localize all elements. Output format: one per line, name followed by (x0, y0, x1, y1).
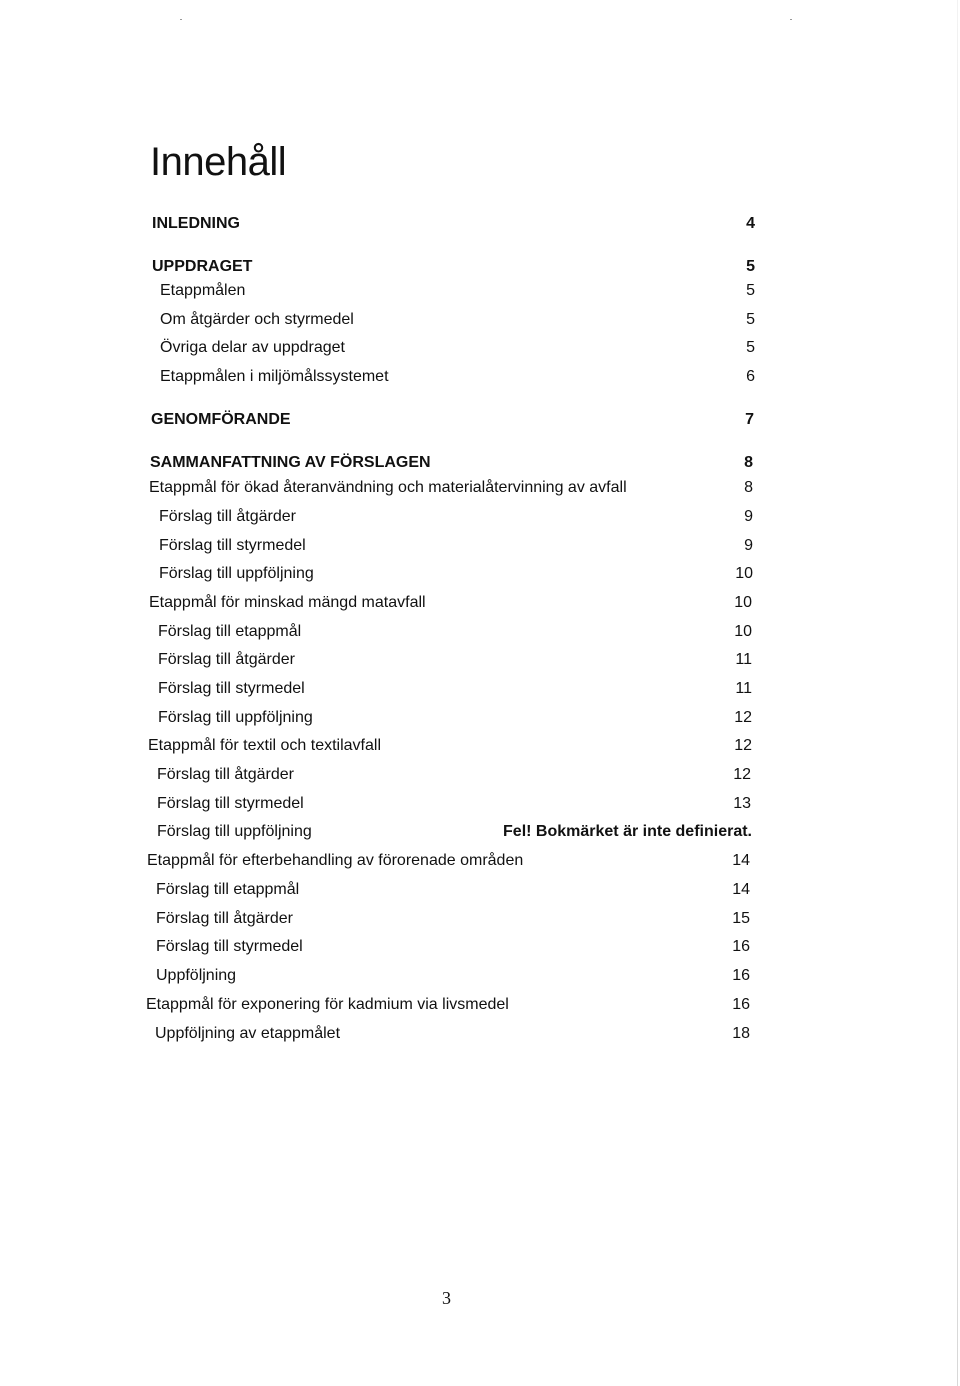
toc-entry-label: Etappmålen i miljömålssystemet (160, 368, 389, 385)
toc-entry (158, 678, 752, 700)
scan-speck (180, 19, 182, 20)
toc-entry-label: Förslag till åtgärder (157, 766, 294, 783)
toc-entry (160, 309, 755, 331)
toc-entry-page: 10 (735, 565, 753, 582)
scan-edge (957, 0, 958, 1386)
toc-entry-page: 9 (744, 508, 753, 525)
toc-entry-label: GENOMFÖRANDE (151, 411, 291, 428)
toc-entry (159, 506, 753, 528)
toc-entry-page: 14 (732, 881, 750, 898)
toc-entry-page: 8 (744, 454, 753, 471)
toc-entry-label: Förslag till uppföljning (159, 565, 314, 582)
page-title: Innehåll (150, 140, 287, 184)
toc-entry (149, 477, 753, 499)
toc-entry-page: 5 (746, 282, 755, 299)
page-number: 3 (442, 1288, 451, 1308)
toc-entry (146, 994, 750, 1016)
toc-entry-label: Förslag till uppföljning (158, 709, 313, 726)
toc-entry-page: 6 (746, 368, 755, 385)
toc-entry-page: 12 (734, 737, 752, 754)
toc-entry-label: Etappmål för minskad mängd matavfall (149, 594, 426, 611)
toc-entry-page: 12 (734, 709, 752, 726)
toc-entry-page: 9 (744, 537, 753, 554)
toc-entry (158, 621, 752, 643)
toc-entry (150, 452, 753, 474)
toc-entry (152, 256, 755, 278)
toc-entry-page: 7 (745, 411, 754, 428)
toc-entry-label: Förslag till åtgärder (158, 651, 295, 668)
toc-entry-page: 10 (734, 623, 752, 640)
toc-entry (156, 936, 750, 958)
toc-entry (151, 409, 754, 431)
toc-entry (147, 850, 750, 872)
toc-entry-page: 15 (732, 910, 750, 927)
toc-entry-label: Förslag till styrmedel (159, 537, 306, 554)
toc-entry-label: SAMMANFATTNING AV FÖRSLAGEN (150, 454, 431, 471)
toc-entry-label: Förslag till styrmedel (157, 795, 304, 812)
toc-entry-page: 11 (735, 680, 752, 697)
toc-entry-page: 12 (733, 766, 751, 783)
toc-entry-page: 16 (732, 996, 750, 1013)
toc-entry-page: 8 (744, 479, 753, 496)
toc-entry (157, 793, 751, 815)
toc-entry (152, 213, 755, 235)
toc-entry-page: 5 (746, 258, 755, 275)
toc-entry-label: Förslag till åtgärder (156, 910, 293, 927)
toc-entry-page: 5 (746, 339, 755, 356)
toc-entry-page: 4 (746, 215, 755, 232)
toc-entry-label: Övriga delar av uppdraget (160, 339, 345, 356)
toc-entry-label: Etappmål för efterbehandling av förorenade områden (147, 852, 524, 869)
toc-entry-page: 13 (733, 795, 751, 812)
toc-entry (157, 821, 752, 843)
toc-entry-label: Förslag till styrmedel (156, 938, 303, 955)
toc-entry-page: 10 (734, 594, 752, 611)
toc-entry-page: 16 (732, 967, 750, 984)
toc-entry-label: Förslag till etappmål (158, 623, 302, 640)
toc-entry (149, 592, 752, 614)
toc-entry-page: 11 (735, 651, 752, 668)
toc-entry-label: Förslag till åtgärder (159, 508, 296, 525)
toc-entry-error: Fel! Bokmärket är inte definierat. (503, 823, 752, 840)
toc-entry-label: INLEDNING (152, 215, 240, 232)
toc-entry (160, 366, 755, 388)
toc-entry-label: Etappmål för exponering för kadmium via livsmedel (146, 996, 509, 1013)
toc-entry-page: 5 (746, 311, 755, 328)
toc-entry-label: Förslag till etappmål (156, 881, 300, 898)
toc-entry-label: UPPDRAGET (152, 258, 253, 275)
toc-entry (155, 1023, 750, 1045)
toc-entry-label: Förslag till styrmedel (158, 680, 305, 697)
toc-entry (158, 707, 752, 729)
toc-entry (159, 535, 753, 557)
toc-entry (148, 735, 752, 757)
toc-entry-label: Etappmål för textil och textilavfall (148, 737, 381, 754)
toc-entry-label: Förslag till uppföljning (157, 823, 312, 840)
toc-entry-label: Uppföljning (156, 967, 237, 984)
toc-entry (160, 337, 755, 359)
toc-entry-label: Etappmålen (160, 282, 246, 299)
toc-entry (156, 908, 750, 930)
toc-entry-page: 18 (732, 1025, 750, 1042)
toc-entry-page: 16 (732, 938, 750, 955)
toc-entry-label: Uppföljning av etappmålet (155, 1025, 341, 1042)
toc-entry-label: Om åtgärder och styrmedel (160, 311, 354, 328)
toc-entry-label: Etappmål för ökad återanvändning och materialåtervinning av avfall (149, 479, 627, 496)
toc-entry (158, 649, 752, 671)
scan-speck (790, 19, 792, 20)
toc-entry (157, 764, 751, 786)
toc-entry (160, 280, 755, 302)
toc-entry (156, 879, 750, 901)
toc-entry-page: 14 (732, 852, 750, 869)
toc-entry (156, 965, 750, 987)
toc-entry (159, 563, 753, 585)
